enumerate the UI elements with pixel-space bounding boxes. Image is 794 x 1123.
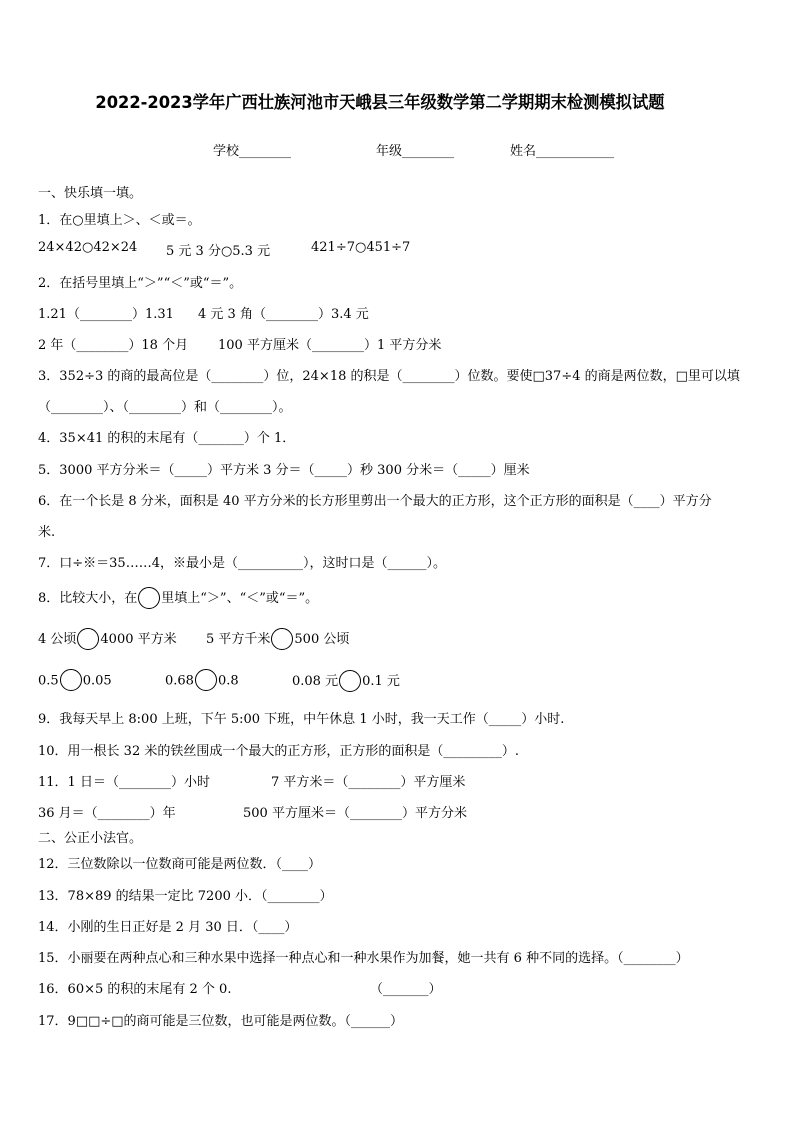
question-4: 4．35×41 的积的末尾有（_______）个 1． — [38, 431, 296, 446]
question-12: 12．三位数除以一位数商可能是两位数．（____） — [38, 857, 322, 872]
question-17: 17．9□□÷□的商可能是三位数，也可能是两位数。（______） — [38, 1014, 404, 1029]
question-16-paren: （_______） — [370, 982, 442, 997]
question-2a: 1.21（________）1.31 — [38, 307, 174, 322]
question-8d — [165, 670, 239, 692]
question-8b — [206, 628, 349, 651]
question-8a — [38, 628, 177, 651]
question-8a-left: 4 公顷 — [38, 632, 77, 647]
question-16: 16．60×5 的积的末尾有 2 个 0. — [38, 982, 232, 997]
compare-circle-icon[interactable] — [60, 669, 82, 691]
question-8d-right: 0.8 — [217, 673, 239, 689]
question-3-line-1: 3．352÷3 的商的最高位是（________）位，24×18 的积是（________）位数。要使□37÷4 的商是两位数，□里可以填 — [38, 369, 740, 384]
question-7: 7．口÷※＝35……4，※最小是（__________），这时口是（______）。 — [38, 556, 446, 571]
question-8c — [38, 670, 112, 692]
question-15: 15．小丽要在两种点心和三种水果中选择一种点心和一种水果作为加餐，她一共有 6 种不同的选择。（________） — [38, 951, 689, 966]
question-8e — [292, 670, 400, 693]
question-2d: 100 平方厘米（________）1 平方分米 — [218, 338, 442, 353]
question-9: 9．我每天早上 8:00 上班，下午 5:00 下班，中午休息 1 小时，我一天工作（_____）小时. — [38, 712, 565, 727]
question-11c: 36 月＝（________）年 — [38, 806, 176, 821]
question-1a: 24×42○42×24 — [38, 240, 138, 255]
question-8c-left: 0.5 — [38, 673, 59, 689]
question-6-line-1: 6．在一个长是 8 分米，面积是 40 平方分米的长方形里剪出一个最大的正方形，这个正方形的面积是（____）平方分 — [38, 494, 712, 509]
question-11a: 11．1 日＝（________）小时 — [38, 775, 210, 790]
question-8e-left: 0.08 元 — [292, 674, 339, 689]
question-10: 10．用一根长 32 米的铁丝围成一个最大的正方形，正方形的面积是（_________）. — [38, 744, 519, 759]
question-1c: 421÷7○451÷7 — [311, 240, 411, 255]
question-2b: 4 元 3 角（________）3.4 元 — [198, 307, 369, 322]
question-14: 14．小刚的生日正好是 2 月 30 日．（____） — [38, 920, 298, 935]
compare-circle-icon[interactable] — [77, 628, 99, 650]
question-8-stem-part-2: 里填上“＞”、“＜”或“＝”。 — [161, 591, 319, 606]
name-field: 姓名____________ — [510, 144, 615, 159]
question-5: 5．3000 平方分米＝（_____）平方米 3 分＝（_____）秒 300 分米＝（_____）厘米 — [38, 463, 530, 478]
section-2-heading: 二、公正小法官。 — [38, 831, 143, 846]
question-8c-right: 0.05 — [82, 673, 112, 689]
question-11d: 500 平方厘米＝（________）平方分米 — [243, 806, 467, 821]
school-field: 学校________ — [213, 144, 292, 159]
question-8-stem-part-1: 8．比较大小，在 — [38, 591, 138, 606]
question-2-stem: 2．在括号里填上“＞”“＜”或“＝”。 — [38, 276, 243, 291]
question-8-stem — [38, 587, 318, 610]
question-1-stem: 1．在○里填上＞、＜或＝。 — [38, 213, 201, 228]
question-3-line-2: （________）、（________）和（________）。 — [38, 400, 292, 415]
grade-field: 年级________ — [376, 144, 455, 159]
question-8e-right: 0.1 元 — [362, 674, 400, 689]
question-1b: 5 元 3 分○5.3 元 — [166, 244, 271, 259]
compare-circle-icon — [138, 587, 160, 609]
page-title: 2022-2023学年广西壮族河池市天峨县三年级数学第二学期期末检测模拟试题 — [95, 93, 665, 113]
question-6-line-2: 米. — [38, 525, 56, 540]
question-8b-right: 500 公顷 — [294, 632, 350, 647]
question-13: 13．78×89 的结果一定比 7200 小．（________） — [38, 889, 333, 904]
question-2c: 2 年（________）18 个月 — [38, 338, 189, 353]
question-11b: 7 平方米＝（________）平方厘米 — [271, 775, 466, 790]
section-1-heading: 一、快乐填一填。 — [38, 186, 143, 201]
compare-circle-icon[interactable] — [271, 628, 293, 650]
compare-circle-icon[interactable] — [195, 669, 217, 691]
compare-circle-icon[interactable] — [339, 670, 361, 692]
question-8d-left: 0.68 — [165, 673, 194, 689]
question-8b-left: 5 平方千米 — [206, 632, 271, 647]
question-8a-right: 4000 平方米 — [100, 632, 177, 647]
